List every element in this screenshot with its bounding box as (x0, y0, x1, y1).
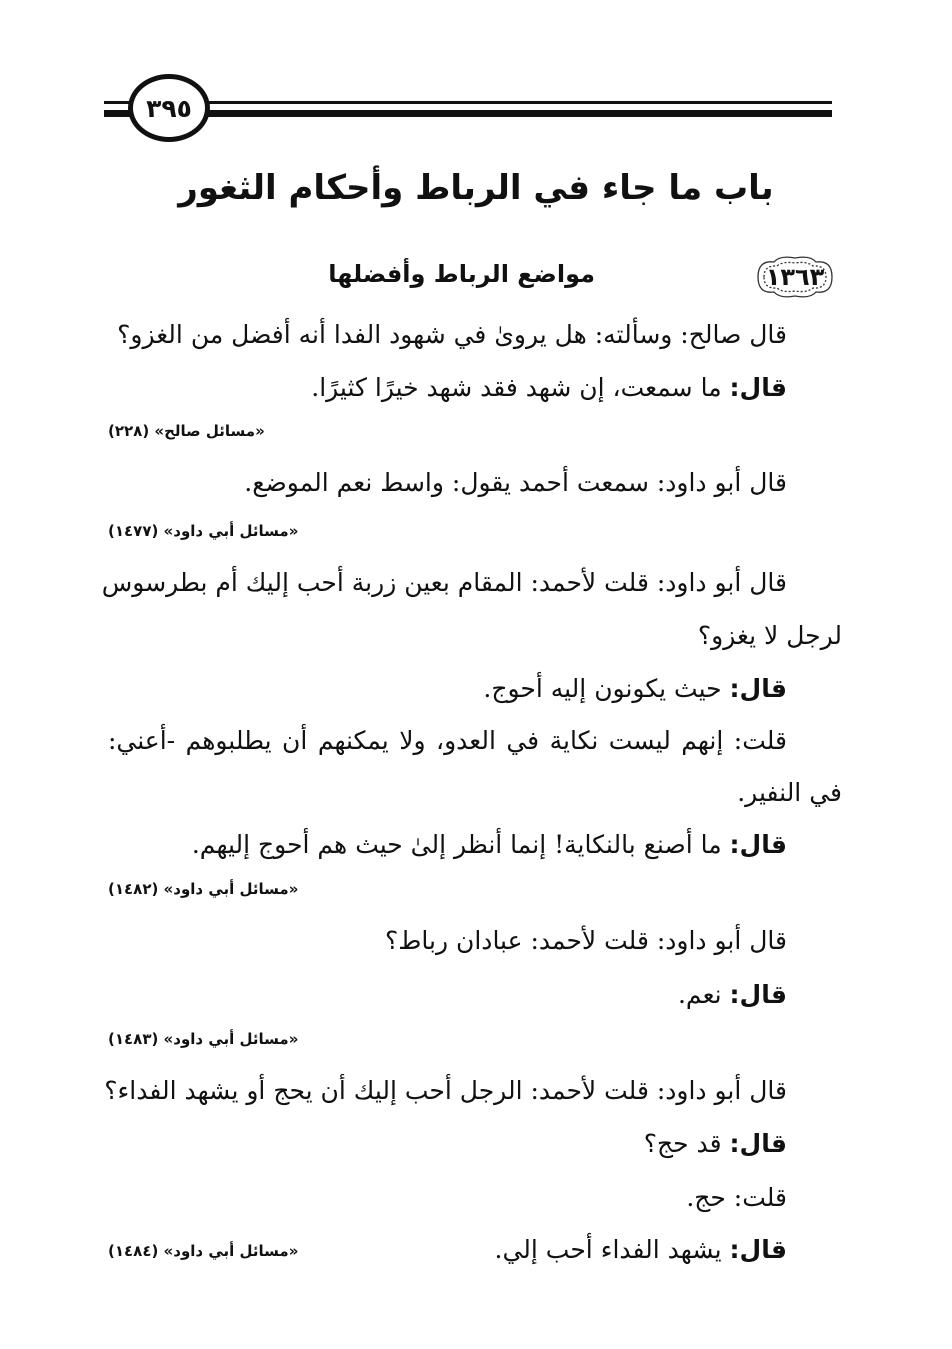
section-number-ornament (750, 254, 840, 300)
text-line: قلت: إنهم ليست نكاية في العدو، ولا يمكنهم أن يطلبوهم -أعني: (108, 726, 787, 755)
section-number: ١٣٦٣ (765, 263, 825, 291)
text-line: قلت: حج. (686, 1183, 787, 1212)
text-line (108, 978, 787, 1012)
line-text: ما سمعت، إن شهد فقد شهد خيرًا كثيرًا. (311, 373, 730, 402)
page-number-badge (128, 74, 210, 142)
text-line (108, 1127, 787, 1161)
text-line (108, 371, 787, 405)
text-line: قال أبو داود: قلت لأحمد: عبادان رباط؟ (385, 926, 787, 955)
line-text: ما أصنع بالنكاية! إنما أنظر إلىٰ حيث هم أحوج إليهم. (191, 830, 730, 859)
citation: «مسائل صالح» (٢٢٨) (108, 422, 265, 440)
citation: «مسائل أبي داود» (١٤٧٧) (108, 522, 299, 540)
header-rule-bottom (204, 110, 832, 117)
header-rule-top (204, 101, 832, 104)
speaker-label: قال: (729, 674, 787, 703)
speaker-label: قال: (729, 373, 787, 402)
line-text: حيث يكونون إليه أحوج. (483, 674, 730, 703)
speaker-label: قال: (729, 1235, 787, 1264)
chapter-title: باب ما جاء في الرباط وأحكام الثغور (178, 168, 774, 208)
text-line: قال أبو داود: قلت لأحمد: الرجل أحب إليك أن يحج أو يشهد الفداء؟ (104, 1076, 787, 1105)
section-title: مواضع الرباط وأفضلها (328, 260, 595, 288)
line-text: يشهد الفداء أحب إلي. (494, 1235, 730, 1264)
text-line: في النفير. (737, 778, 842, 807)
text-line (108, 672, 787, 706)
citation: «مسائل أبي داود» (١٤٨٤) (108, 1242, 299, 1260)
page-number: ٣٩٥ (146, 93, 192, 123)
text-line: قال صالح: وسألته: هل يروىٰ في شهود الفدا أنه أفضل من الغزو؟ (117, 320, 787, 349)
text-line (108, 828, 787, 862)
speaker-label: قال: (729, 830, 787, 859)
text-line: قال أبو داود: سمعت أحمد يقول: واسط نعم الموضع. (244, 468, 787, 497)
speaker-label: قال: (729, 1129, 787, 1158)
section-heading (110, 254, 840, 300)
line-text: نعم. (677, 980, 730, 1009)
text-line: قال أبو داود: قلت لأحمد: المقام بعين زربة أحب إليك أم بطرسوس (101, 568, 787, 597)
citation: «مسائل أبي داود» (١٤٨٣) (108, 1030, 299, 1048)
line-text: قد حج؟ (643, 1129, 730, 1158)
speaker-label: قال: (729, 980, 787, 1009)
citation: «مسائل أبي داود» (١٤٨٢) (108, 880, 299, 898)
text-line: لرجل لا يغزو؟ (697, 621, 842, 650)
